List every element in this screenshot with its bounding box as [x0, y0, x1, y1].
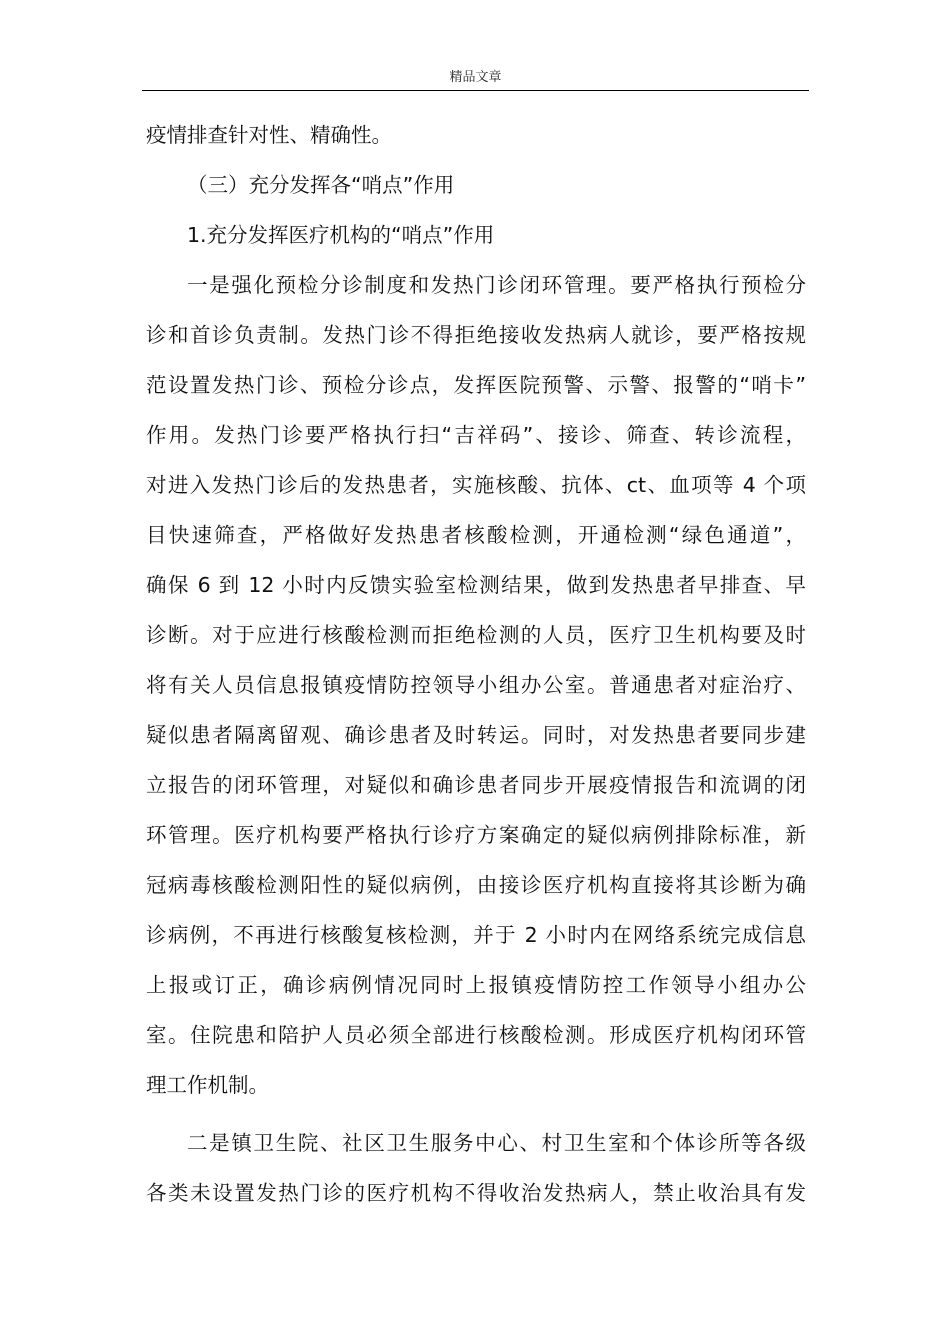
body-line: 诊病例，不再进行核酸复核检测，并于 2 小时内在网络系统完成信息 [146, 923, 806, 947]
section-heading: （三）充分发挥各“哨点”作用 [187, 173, 455, 197]
body-line: 诊断。对于应进行核酸检测而拒绝检测的人员，医疗卫生机构要及时 [146, 623, 806, 647]
body-line: 范设置发热门诊、预检分诊点，发挥医院预警、示警、报警的“哨卡” [146, 373, 806, 397]
body-line: 作用。发热门诊要严格执行扫“吉祥码”、接诊、筛查、转诊流程， [146, 423, 806, 447]
body-line: 将有关人员信息报镇疫情防控领导小组办公室。普通患者对症治疗、 [146, 673, 806, 697]
body-line: 上报或订正，确诊病例情况同时上报镇疫情防控工作领导小组办公 [146, 973, 806, 997]
body-line: 理工作机制。 [146, 1073, 269, 1097]
body-line: 立报告的闭环管理，对疑似和确诊患者同步开展疫情报告和流调的闭 [146, 773, 806, 797]
body-line: 二是镇卫生院、社区卫生服务中心、村卫生室和个体诊所等各级 [187, 1131, 806, 1155]
body-line: 室。住院患和陪护人员必须全部进行核酸检测。形成医疗机构闭环管 [146, 1023, 806, 1047]
document-body [146, 110, 806, 1218]
body-line: 对进入发热门诊后的发热患者，实施核酸、抗体、ct、血项等 4 个项 [146, 473, 806, 497]
body-line: 环管理。医疗机构要严格执行诊疗方案确定的疑似病例排除标准，新 [146, 823, 806, 847]
body-line: 一是强化预检分诊制度和发热门诊闭环管理。要严格执行预检分 [187, 273, 806, 297]
body-line: 疫情排查针对性、精确性。 [146, 123, 392, 147]
paragraph-gap [146, 1110, 806, 1118]
body-line: 疑似患者隔离留观、确诊患者及时转运。同时，对发热患者要同步建 [146, 723, 806, 747]
body-line: 确保 6 到 12 小时内反馈实验室检测结果，做到发热患者早排查、早 [146, 573, 806, 597]
body-line: 各类未设置发热门诊的医疗机构不得收治发热病人，禁止收治具有发 [146, 1181, 806, 1205]
subsection-heading: 1.充分发挥医疗机构的“哨点”作用 [187, 223, 495, 247]
body-line: 冠病毒核酸检测阳性的疑似病例，由接诊医疗机构直接将其诊断为确 [146, 873, 806, 897]
page-header [142, 64, 809, 91]
body-line: 诊和首诊负责制。发热门诊不得拒绝接收发热病人就诊，要严格按规 [146, 323, 806, 347]
header-title: 精品文章 [449, 70, 502, 85]
body-line: 目快速筛查，严格做好发热患者核酸检测，开通检测“绿色通道”， [146, 523, 806, 547]
